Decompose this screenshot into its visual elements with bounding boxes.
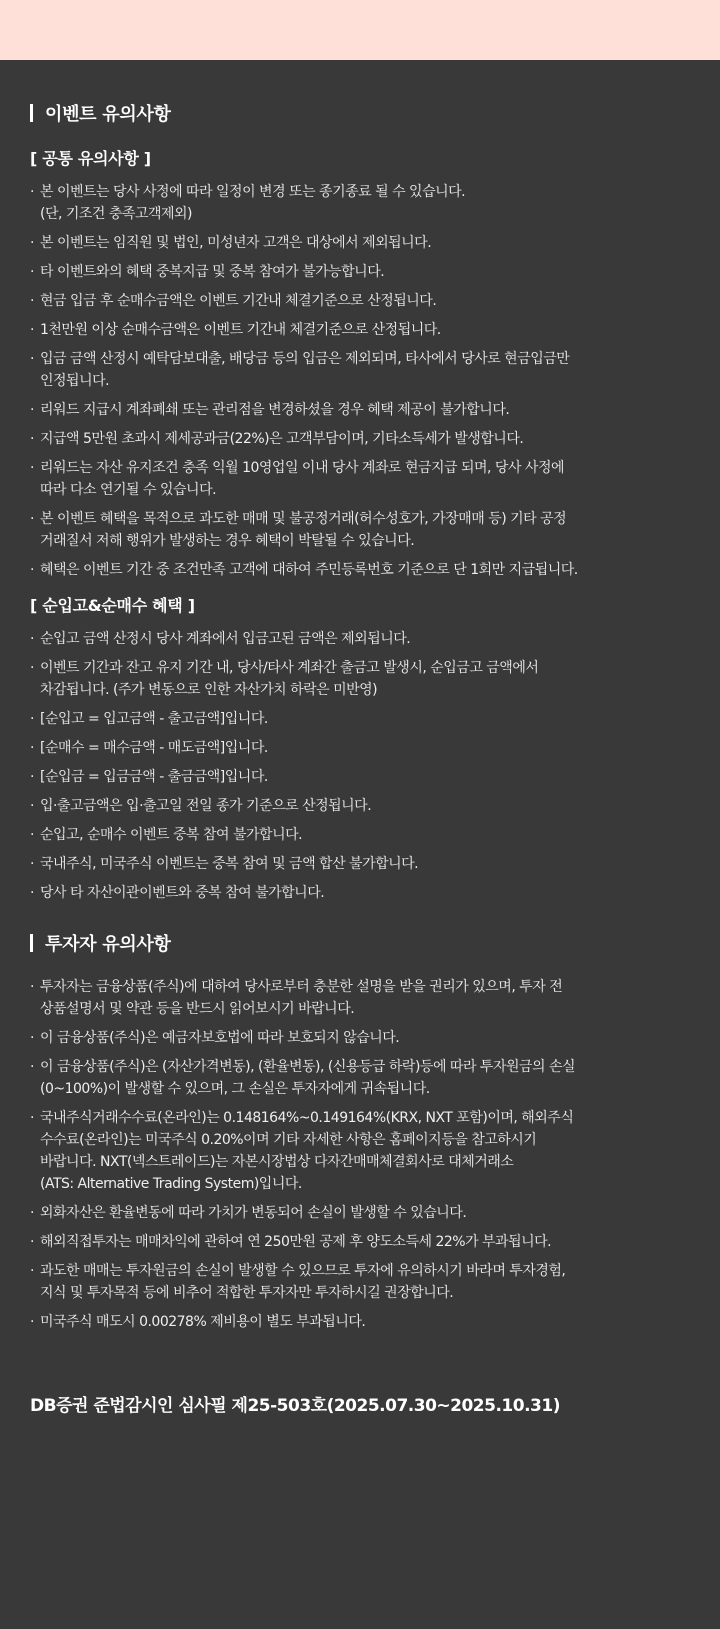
- list-item: · [순매수 = 매수금액 - 매도금액]입니다.: [30, 737, 692, 759]
- list-item: · 현금 입금 후 순매수금액은 이벤트 기간내 체결기준으로 산정됩니다.: [30, 290, 692, 312]
- top-banner-band: [0, 0, 720, 60]
- investor-notice-heading: [30, 930, 692, 956]
- list-item: · [순입금 = 입금금액 - 출금금액]입니다.: [30, 766, 692, 788]
- compliance-footer: DB증권 준법감시인 심사필 제25-503호(2025.07.30~2025.10.31): [30, 1396, 560, 1416]
- list-item: · 본 이벤트 혜택을 목적으로 과도한 매매 및 불공정거래(허수성호가, 가장매매 등) 기타 공정 거래질서 저해 행위가 발생하는 경우 혜택이 박탈될 수 있습니다.: [30, 508, 692, 552]
- list-item: · 당사 타 자산이관이벤트와 중복 참여 불가합니다.: [30, 882, 692, 904]
- notice-content: [0, 60, 720, 1416]
- list-item: · 리워드는 자산 유지조건 충족 익월 10영업일 이내 당사 계좌로 현금지급 되며, 당사 사정에 따라 다소 연기될 수 있습니다.: [30, 457, 692, 501]
- section-gap: [30, 916, 692, 930]
- list-item: · 국내주식거래수수료(온라인)는 0.148164%~0.149164%(KRX, NXT 포함)이며, 해외주식 수수료(온라인)는 미국주식 0.20%이며 기타 자세한 사항은 홈페이지등을 참고하시기 바랍니다. NXT(넥스트레이드)는 자본시장법상 다자간매매체결회사로 대체거래소 (ATS: Alternative Trading System)입니다.: [30, 1107, 692, 1195]
- list-item: · 리워드 지급시 계좌폐쇄 또는 관리점을 변경하셨을 경우 혜택 제공이 불가합니다.: [30, 399, 692, 421]
- heading-bar: [30, 104, 33, 122]
- list-item: · 이 금융상품(주식)은 예금자보호법에 따라 보호되지 않습니다.: [30, 1027, 692, 1049]
- net-benefit-list: [30, 628, 692, 904]
- common-notice-subtitle: [ 공통 유의사항 ]: [30, 149, 151, 168]
- list-item: · 본 이벤트는 임직원 및 법인, 미성년자 고객은 대상에서 제외됩니다.: [30, 232, 692, 254]
- list-item: · 외화자산은 환율변동에 따라 가치가 변동되어 손실이 발생할 수 있습니다.: [30, 1202, 692, 1224]
- list-item: · 투자자는 금융상품(주식)에 대하여 당사로부터 충분한 설명을 받을 권리가 있으며, 투자 전 상품설명서 및 약관 등을 반드시 읽어보시기 바랍니다.: [30, 976, 692, 1020]
- list-item: · [순입고 = 입고금액 - 출고금액]입니다.: [30, 708, 692, 730]
- list-item: · 1천만원 이상 순매수금액은 이벤트 기간내 체결기준으로 산정됩니다.: [30, 319, 692, 341]
- event-notice-heading: [30, 100, 692, 126]
- list-item: · 이벤트 기간과 잔고 유지 기간 내, 당사/타사 계좌간 출금고 발생시, 순입금고 금액에서 차감됩니다. (주가 변동으로 인한 자산가치 하락은 미반영): [30, 657, 692, 701]
- list-item: · 순입고, 순매수 이벤트 중복 참여 불가합니다.: [30, 824, 692, 846]
- list-item: · 지급액 5만원 초과시 제세공과금(22%)은 고객부담이며, 기타소득세가 발생합니다.: [30, 428, 692, 450]
- list-item: · 이 금융상품(주식)은 (자산가격변동), (환율변동), (신용등급 하락)등에 따라 투자원금의 손실 (0~100%)이 발생할 수 있으며, 그 손실은 투자자에게 귀속됩니다.: [30, 1056, 692, 1100]
- list-item: · 혜택은 이벤트 기간 중 조건만족 고객에 대하여 주민등록번호 기준으로 단 1회만 지급됩니다.: [30, 559, 692, 581]
- list-item: · 과도한 매매는 투자원금의 손실이 발생할 수 있으므로 투자에 유의하시기 바라며 투자경험, 지식 및 투자목적 등에 비추어 적합한 투자자만 투자하시길 권장합니다.: [30, 1260, 692, 1304]
- net-benefit-subtitle: [ 순입고&순매수 혜택 ]: [30, 596, 195, 615]
- list-item: · 미국주식 매도시 0.00278% 제비용이 별도 부과됩니다.: [30, 1311, 692, 1333]
- investor-notice-title: 투자자 유의사항: [45, 934, 171, 955]
- list-item: · 입금 금액 산정시 예탁담보대출, 배당금 등의 입금은 제외되며, 타사에서 당사로 현금입금만 인정됩니다.: [30, 348, 692, 392]
- list-item: · 타 이벤트와의 혜택 중복지급 및 중복 참여가 불가능합니다.: [30, 261, 692, 283]
- investor-notice-list: [30, 976, 692, 1333]
- list-item: · 해외직접투자는 매매차익에 관하여 연 250만원 공제 후 양도소득세 22%가 부과됩니다.: [30, 1231, 692, 1253]
- list-item: · 입·출고금액은 입·출고일 전일 종가 기준으로 산정됩니다.: [30, 795, 692, 817]
- list-item: · 본 이벤트는 당사 사정에 따라 일정이 변경 또는 종기종료 될 수 있습니다. (단, 기조건 충족고객제외): [30, 181, 692, 225]
- list-item: · 국내주식, 미국주식 이벤트는 중복 참여 및 금액 합산 불가합니다.: [30, 853, 692, 875]
- list-item: · 순입고 금액 산정시 당사 계좌에서 입금고된 금액은 제외됩니다.: [30, 628, 692, 650]
- event-notice-title: 이벤트 유의사항: [45, 104, 171, 125]
- heading-bar: [30, 934, 33, 952]
- common-notice-list: [30, 181, 692, 581]
